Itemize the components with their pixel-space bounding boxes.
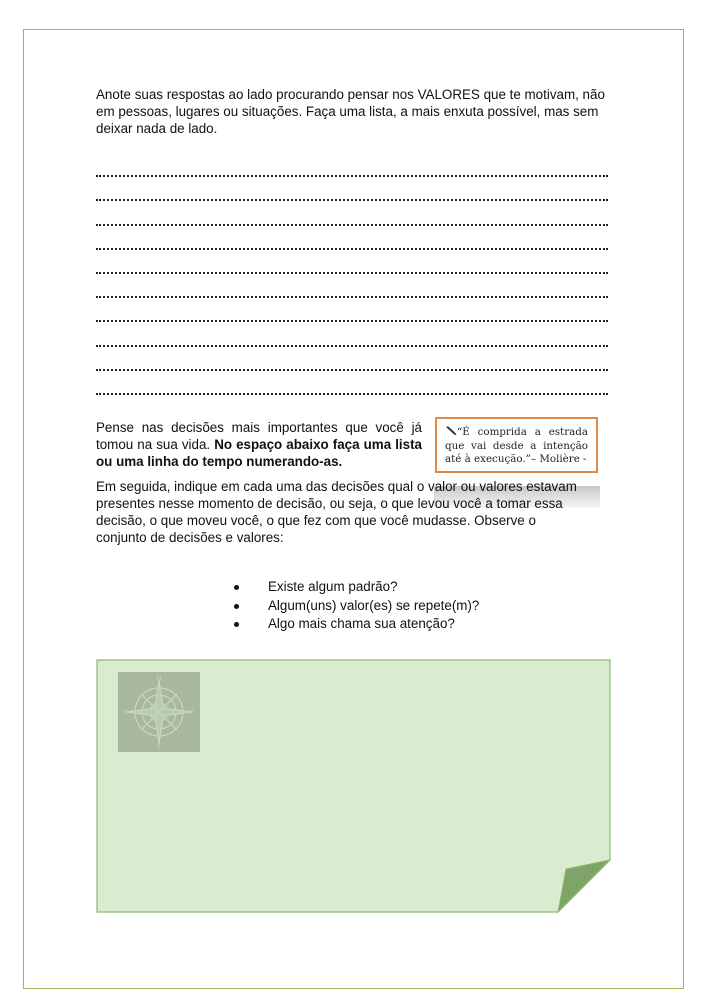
answer-line[interactable]: [96, 153, 608, 177]
answer-line[interactable]: [96, 274, 608, 298]
answer-line[interactable]: [96, 177, 608, 201]
decisions-instruction: [96, 419, 422, 470]
svg-text:O: O: [122, 709, 128, 716]
intro-text: Anote suas respostas ao lado procurando pensar nos VALORES que te motivam, não em pessoas, lugares ou situações. Faça uma lista, a mais enxuta possível, mas sem deixar nada de lado.: [96, 87, 605, 136]
decisions-instruction-bold: No espaço abaixo faça uma lista ou uma linha do tempo numerando-as.: [96, 437, 422, 469]
quote-box: [435, 417, 598, 473]
pencil-icon: [445, 426, 457, 436]
answer-line[interactable]: [96, 371, 608, 395]
answer-lines: [96, 153, 608, 395]
answer-line[interactable]: [96, 347, 608, 371]
svg-text:N: N: [156, 675, 162, 682]
list-item: Existe algum padrão?: [232, 578, 479, 597]
answer-line[interactable]: [96, 201, 608, 225]
decisions-instruction-text: Pense nas decisões mais importantes que você já tomou na sua vida.: [96, 420, 422, 452]
answer-line[interactable]: [96, 250, 608, 274]
quote-author: – Molière -: [530, 453, 587, 466]
quote-text: “É comprida a estrada que vai desde a intenção até à execução.”: [445, 426, 588, 466]
answer-line[interactable]: [96, 226, 608, 250]
answer-line[interactable]: [96, 322, 608, 346]
decisions-followup: Em seguida, indique em cada uma das decisões qual o valor ou valores estavam presentes nesse momento de decisão, ou seja, o que levou você a tomar essa decisão, o que moveu você, o que fez com que você mudasse. Observe o conjunto de decisões e valores:: [96, 479, 577, 545]
list-item: Algum(uns) valor(es) se repete(m)?: [232, 597, 479, 616]
compass-icon: [118, 672, 200, 752]
svg-text:E: E: [190, 709, 194, 716]
svg-text:S: S: [157, 744, 161, 751]
question-list: [232, 578, 479, 634]
list-item: Algo mais chama sua atenção?: [232, 615, 479, 634]
answer-line[interactable]: [96, 298, 608, 322]
